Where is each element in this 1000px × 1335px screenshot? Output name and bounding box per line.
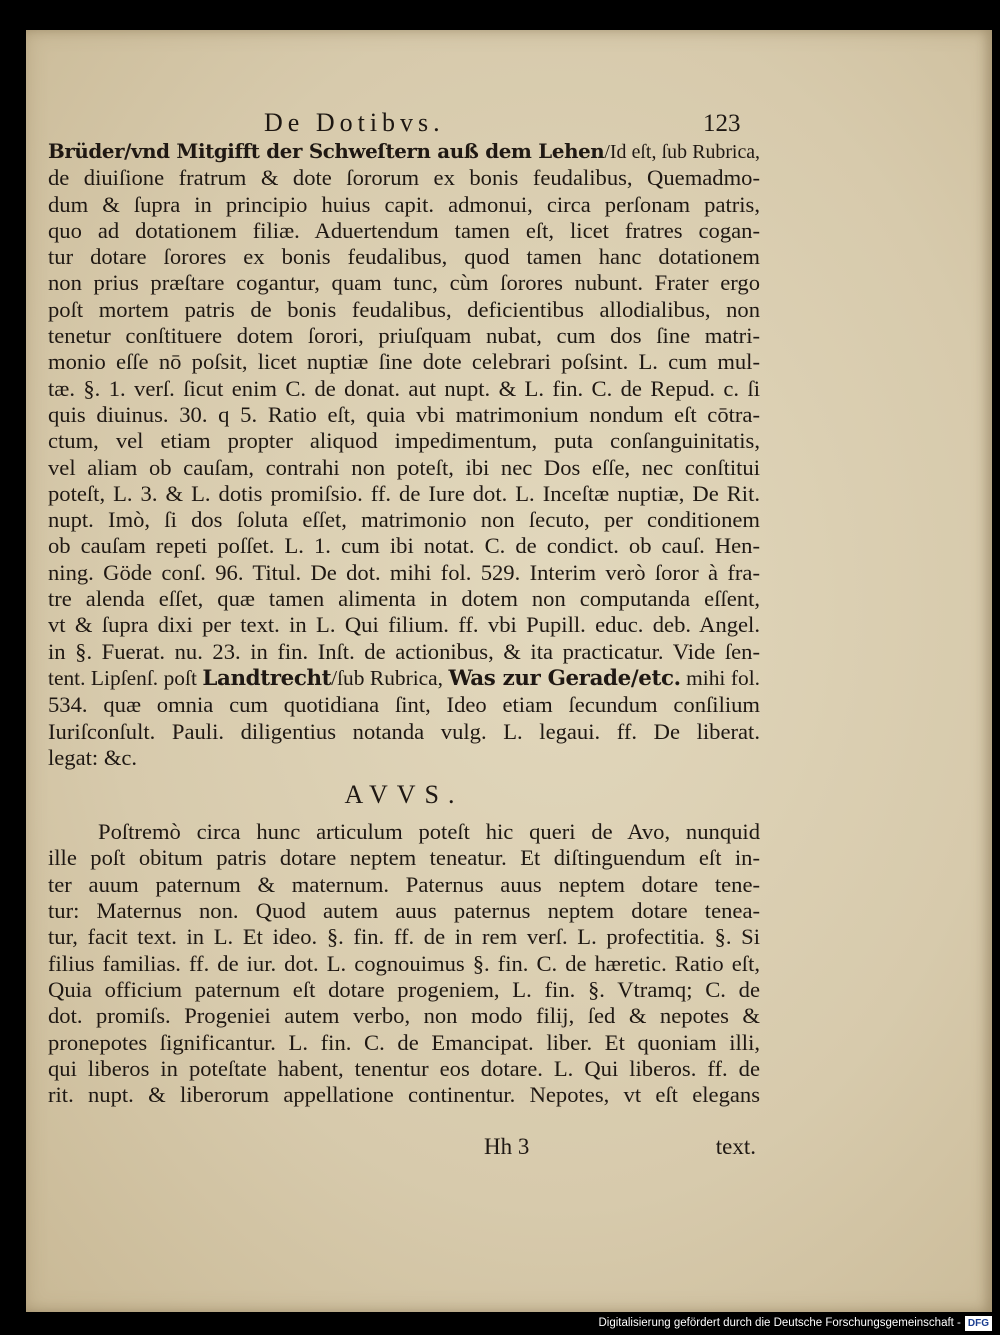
text-line: ctum, vel etiam propter aliquod impedimentum, puta conſanguinitatis, bbox=[48, 428, 760, 454]
section-heading: AVVS. bbox=[344, 780, 464, 810]
text-span: mihi fol. bbox=[680, 665, 760, 690]
text-line: non prius præſtare cogantur, quam tunc, cùm ſorores nubunt. Frater ergo bbox=[48, 270, 760, 296]
text-line: 534. quæ omnia cum quotidiana ſint, Ideo etiam ſecundum conſilium bbox=[48, 692, 760, 718]
signature-mark: Hh 3 bbox=[484, 1134, 530, 1159]
text-line: vt & ſupra dixi per text. in L. Qui filium. ff. vbi Pupill. educ. deb. Angel. bbox=[48, 612, 760, 638]
text-line: quis diuinus. 30. q 5. Ratio eſt, quia vbi matrimonium nondum eſt cōtra- bbox=[48, 401, 760, 427]
digitization-credit bbox=[598, 1314, 992, 1332]
text-line: ille poſt obitum patris dotare neptem teneatur. Et diſtinguendum eſt in- bbox=[48, 845, 760, 871]
text-line: Iuriſconſult. Pauli. diligentius notanda vulg. L. legaui. ff. De liberat. bbox=[48, 718, 760, 744]
text-line bbox=[48, 138, 760, 165]
text-line: poteſt, L. 3. & L. dotis promiſsio. ff. de Iure dot. L. Inceſtæ nuptiæ, De Rit. bbox=[48, 480, 760, 506]
text-line: legat: &c. bbox=[48, 744, 138, 770]
text-line: ning. Göde conſ. 96. Titul. De dot. mihi fol. 529. Interim verò ſoror à fra- bbox=[48, 559, 760, 585]
text-line: tur dotare ſorores ex bonis feudalibus, quod tamen hanc dotationem bbox=[48, 244, 760, 270]
text-line: rit. nupt. & liberorum appellatione continentur. Nepotes, vt eſt elegans bbox=[48, 1082, 760, 1108]
text-span: /ſub Rubrica, bbox=[331, 665, 449, 690]
text-span: tent. Lipſenſ. poſt bbox=[48, 665, 203, 690]
text-line: tre alenda eſſet, quæ tamen alimenta in dotem non computanda eſſent, bbox=[48, 586, 760, 612]
credit-text: Digitalisierung gefördert durch die Deutsche Forschungsgemeinschaft - bbox=[598, 1317, 961, 1329]
text-line: nupt. Imò, ſi dos ſoluta eſſet, matrimonio non ſecuto, per conditionem bbox=[48, 507, 760, 533]
fraktur-phrase: Was zur Gerade/etc. bbox=[448, 665, 681, 691]
text-line: tur: Maternus non. Quod autem auus paternus neptem dotare tenea- bbox=[48, 898, 760, 924]
running-title: De Dotibvs. bbox=[264, 108, 445, 137]
page-footer bbox=[484, 1134, 756, 1160]
catchword: text. bbox=[715, 1134, 756, 1159]
text-line: ob cauſam repeti poſſet. L. 1. cum ibi notat. C. de condict. ob cauſ. Hen- bbox=[48, 533, 760, 559]
text-line: poſt mortem patris de bonis feudalibus, deficientibus allodialibus, non bbox=[48, 296, 760, 322]
fraktur-phrase: Brüder/vnd Mitgifft der Schweſtern auß dem Lehen bbox=[48, 139, 605, 163]
text-line: de diuiſione fratrum & dote ſororum ex bonis feudalibus, Quemadmo- bbox=[48, 165, 760, 191]
text-line bbox=[48, 665, 760, 692]
text-line: filius familias. ff. de iur. dot. L. cognouimus §. fin. C. de hæretic. Ratio eſt, bbox=[48, 950, 760, 976]
dfg-logo-icon: DFG bbox=[965, 1316, 992, 1331]
text-span: /Id eſt, ſub Rubrica, bbox=[604, 141, 760, 163]
text-line: Quia officium paternum eſt dotare progeniem, L. fin. §. Vtramq; C. de bbox=[48, 976, 760, 1002]
text-line: ter auum paternum & maternum. Paternus auus neptem dotare tene- bbox=[48, 871, 760, 897]
page-number: 123 bbox=[703, 110, 741, 137]
text-line: quo ad dotationem filiæ. Aduertendum tamen eſt, licet fratres cogan- bbox=[48, 217, 760, 243]
text-line: vel aliam ob cauſam, contrahi non poteſt, ibi nec Dos eſſe, nec conſtitui bbox=[48, 454, 760, 480]
text-line: dum & ſupra in principio huius capit. admonui, circa perſonam patris, bbox=[48, 191, 760, 217]
text-line: Poſtremò circa hunc articulum poteſt hic queri de Avo, nunquid bbox=[98, 819, 760, 845]
text-line: pronepotes ſignificantur. L. fin. C. de Emancipat. liber. Et quoniam illi, bbox=[48, 1029, 760, 1055]
book-page bbox=[26, 30, 992, 1312]
body-text bbox=[48, 138, 760, 1108]
fraktur-phrase: Landtrecht bbox=[202, 665, 332, 691]
text-line: monio eſſe nō poſsit, licet nuptiæ ſine dote celebrari poſsint. L. cum mul- bbox=[48, 349, 760, 375]
text-line: tæ. §. 1. verſ. ſicut enim C. de donat. aut nupt. & L. fin. C. de Repud. c. ſi bbox=[48, 375, 760, 401]
text-line: in §. Fuerat. nu. 23. in fin. Inſt. de actionibus, & ita practicatur. Vide ſen- bbox=[48, 638, 760, 664]
text-line: tenetur conſtituere dotem ſorori, priuſquam nubat, cum dos ſine matri- bbox=[48, 323, 760, 349]
text-line: tur, facit text. in L. Et ideo. §. fin. ff. de in rem verſ. L. profectitia. §. Si bbox=[48, 924, 760, 950]
text-line: qui liberos in poteſtate habent, tenentur eos dotare. L. Qui liberos. ff. de bbox=[48, 1055, 760, 1081]
text-line: dot. promiſs. Progeniei autem verbo, non modo filij, ſed & nepotes & bbox=[48, 1003, 760, 1029]
